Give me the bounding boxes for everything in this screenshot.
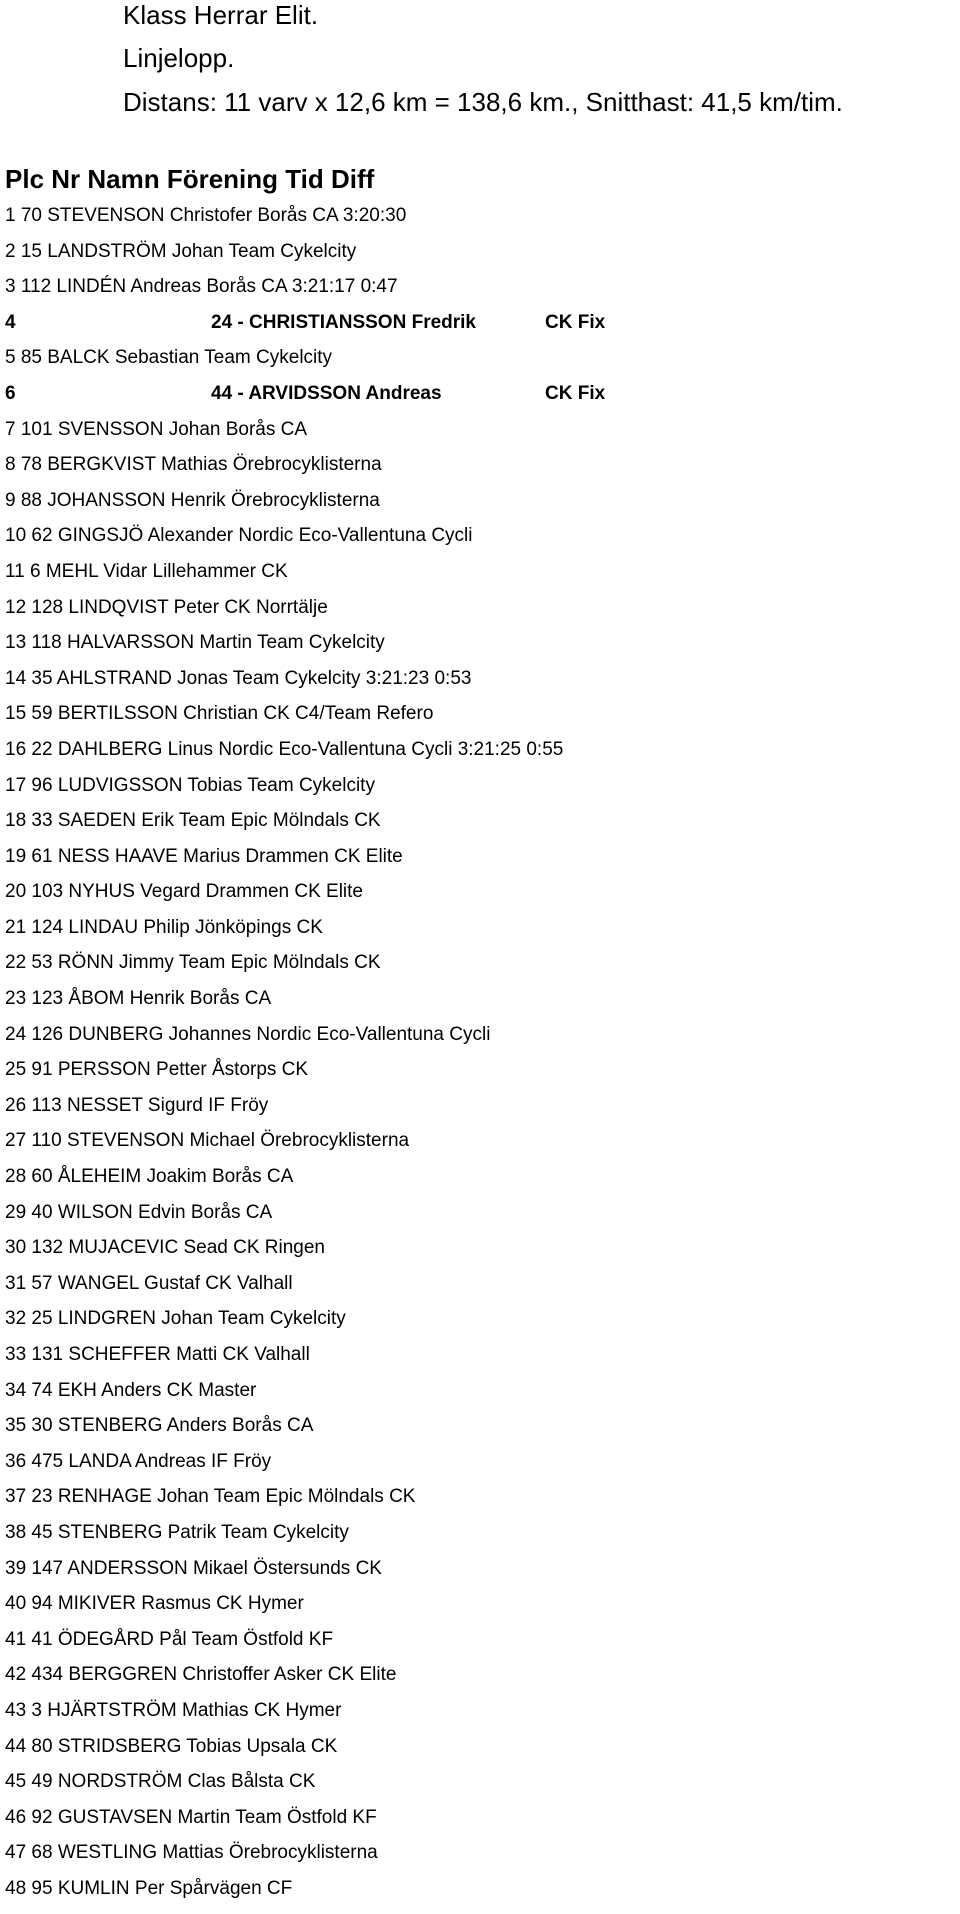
result-row	[5, 312, 955, 348]
result-text: 29 40 WILSON Edvin Borås CA	[5, 1201, 273, 1223]
result-row	[5, 1237, 955, 1273]
result-row	[5, 1308, 955, 1344]
result-row	[5, 1664, 955, 1700]
result-text: 5 85 BALCK Sebastian Team Cykelcity	[5, 347, 333, 369]
result-text: 13 118 HALVARSSON Martin Team Cykelcity	[5, 632, 385, 654]
result-text: 2 15 LANDSTRÖM Johan Team Cykelcity	[5, 240, 357, 262]
result-text: 25 91 PERSSON Petter Åstorps CK	[5, 1059, 309, 1081]
result-text: 35 30 STENBERG Anders Borås CA	[5, 1415, 314, 1437]
result-row	[5, 1344, 955, 1380]
result-place: 6	[5, 382, 16, 404]
result-text: 48 95 KUMLIN Per Spårvägen CF	[5, 1877, 293, 1899]
result-text: 19 61 NESS HAAVE Marius Drammen CK Elite	[5, 845, 403, 867]
result-row	[5, 810, 955, 846]
result-text: 44 80 STRIDSBERG Tobias Upsala CK	[5, 1735, 338, 1757]
result-row	[5, 1593, 955, 1629]
result-text: 14 35 AHLSTRAND Jonas Team Cykelcity 3:21:23 0:53	[5, 667, 472, 689]
result-row	[5, 525, 955, 561]
result-text: 16 22 DAHLBERG Linus Nordic Eco-Vallentuna Cycli 3:21:25 0:55	[5, 738, 564, 760]
result-row	[5, 846, 955, 882]
result-text: 24 126 DUNBERG Johannes Nordic Eco-Vallentuna Cycli	[5, 1023, 491, 1045]
result-row	[5, 632, 955, 668]
result-row	[5, 703, 955, 739]
result-row	[5, 1842, 955, 1878]
result-text: 39 147 ANDERSSON Mikael Östersunds CK	[5, 1557, 382, 1579]
result-text: 47 68 WESTLING Mattias Örebrocyklisterna	[5, 1842, 378, 1864]
result-club: CK Fix	[545, 382, 606, 404]
result-text: 7 101 SVENSSON Johan Borås CA	[5, 418, 308, 440]
result-row	[5, 1415, 955, 1451]
result-rider-name: 44 - ARVIDSSON Andreas	[211, 382, 442, 404]
result-row	[5, 988, 955, 1024]
result-place: 4	[5, 311, 16, 333]
result-row	[5, 668, 955, 704]
result-row	[5, 917, 955, 953]
result-row	[5, 881, 955, 917]
result-text: 8 78 BERGKVIST Mathias Örebrocyklisterna	[5, 454, 382, 476]
result-row	[5, 1380, 955, 1416]
result-row	[5, 1451, 955, 1487]
result-row	[5, 1807, 955, 1843]
result-text: 28 60 ÅLEHEIM Joakim Borås CA	[5, 1166, 294, 1188]
result-row	[5, 419, 955, 455]
result-text: 3 112 LINDÉN Andreas Borås CA 3:21:17 0:47	[5, 276, 398, 298]
result-row	[5, 276, 955, 312]
result-row	[5, 1095, 955, 1131]
result-text: 21 124 LINDAU Philip Jönköpings CK	[5, 916, 323, 938]
results-column-header: Plc Nr Namn Förening Tid Diff	[5, 164, 375, 194]
race-type-heading: Linjelopp.	[123, 43, 235, 73]
result-rider-name: 24 - CHRISTIANSSON Fredrik	[211, 311, 476, 333]
result-text: 40 94 MIKIVER Rasmus CK Hymer	[5, 1593, 304, 1615]
results-list	[5, 205, 955, 1914]
result-text: 45 49 NORDSTRÖM Clas Bålsta CK	[5, 1771, 316, 1793]
result-row	[5, 1024, 955, 1060]
result-text: 18 33 SAEDEN Erik Team Epic Mölndals CK	[5, 810, 381, 832]
result-row	[5, 1878, 955, 1914]
result-text: 30 132 MUJACEVIC Sead CK Ringen	[5, 1237, 325, 1259]
result-row	[5, 1166, 955, 1202]
distance-heading: Distans: 11 varv x 12,6 km = 138,6 km., Snitthast: 41,5 km/tim.	[123, 87, 843, 117]
result-text: 46 92 GUSTAVSEN Martin Team Östfold KF	[5, 1806, 377, 1828]
result-text: 26 113 NESSET Sigurd IF Fröy	[5, 1094, 269, 1116]
result-text: 11 6 MEHL Vidar Lillehammer CK	[5, 560, 288, 582]
result-row	[5, 241, 955, 277]
result-text: 43 3 HJÄRTSTRÖM Mathias CK Hymer	[5, 1699, 342, 1721]
result-club: CK Fix	[545, 311, 606, 333]
result-text: 12 128 LINDQVIST Peter CK Norrtälje	[5, 596, 328, 618]
result-text: 9 88 JOHANSSON Henrik Örebrocyklisterna	[5, 489, 380, 511]
result-text: 42 434 BERGGREN Christoffer Asker CK Elite	[5, 1664, 397, 1686]
result-text: 36 475 LANDA Andreas IF Fröy	[5, 1450, 272, 1472]
result-text: 20 103 NYHUS Vegard Drammen CK Elite	[5, 881, 363, 903]
result-text: 27 110 STEVENSON Michael Örebrocyklisterna	[5, 1130, 410, 1152]
result-row	[5, 1736, 955, 1772]
result-text: 31 57 WANGEL Gustaf CK Valhall	[5, 1272, 293, 1294]
result-row	[5, 1700, 955, 1736]
result-row	[5, 1629, 955, 1665]
result-text: 38 45 STENBERG Patrik Team Cykelcity	[5, 1521, 349, 1543]
class-heading: Klass Herrar Elit.	[123, 0, 319, 30]
result-text: 41 41 ÖDEGÅRD Pål Team Östfold KF	[5, 1628, 334, 1650]
result-row	[5, 383, 955, 419]
result-text: 22 53 RÖNN Jimmy Team Epic Mölndals CK	[5, 952, 381, 974]
result-row	[5, 1273, 955, 1309]
result-text: 10 62 GINGSJÖ Alexander Nordic Eco-Vallentuna Cycli	[5, 525, 473, 547]
result-row	[5, 597, 955, 633]
result-row	[5, 454, 955, 490]
result-row	[5, 952, 955, 988]
result-row	[5, 561, 955, 597]
result-text: 32 25 LINDGREN Johan Team Cykelcity	[5, 1308, 346, 1330]
result-row	[5, 1558, 955, 1594]
result-row	[5, 490, 955, 526]
result-text: 34 74 EKH Anders CK Master	[5, 1379, 257, 1401]
result-row	[5, 347, 955, 383]
result-text: 23 123 ÅBOM Henrik Borås CA	[5, 988, 272, 1010]
result-row	[5, 1130, 955, 1166]
result-row	[5, 205, 955, 241]
result-text: 17 96 LUDVIGSSON Tobias Team Cykelcity	[5, 774, 375, 796]
result-text: 15 59 BERTILSSON Christian CK C4/Team Refero	[5, 703, 434, 725]
result-row	[5, 1059, 955, 1095]
result-row	[5, 1771, 955, 1807]
result-row	[5, 1486, 955, 1522]
result-text: 1 70 STEVENSON Christofer Borås CA 3:20:30	[5, 205, 407, 226]
result-text: 33 131 SCHEFFER Matti CK Valhall	[5, 1344, 310, 1365]
result-row	[5, 739, 955, 775]
result-row	[5, 1202, 955, 1238]
result-row	[5, 1522, 955, 1558]
result-row	[5, 775, 955, 811]
result-text: 37 23 RENHAGE Johan Team Epic Mölndals CK	[5, 1486, 416, 1508]
